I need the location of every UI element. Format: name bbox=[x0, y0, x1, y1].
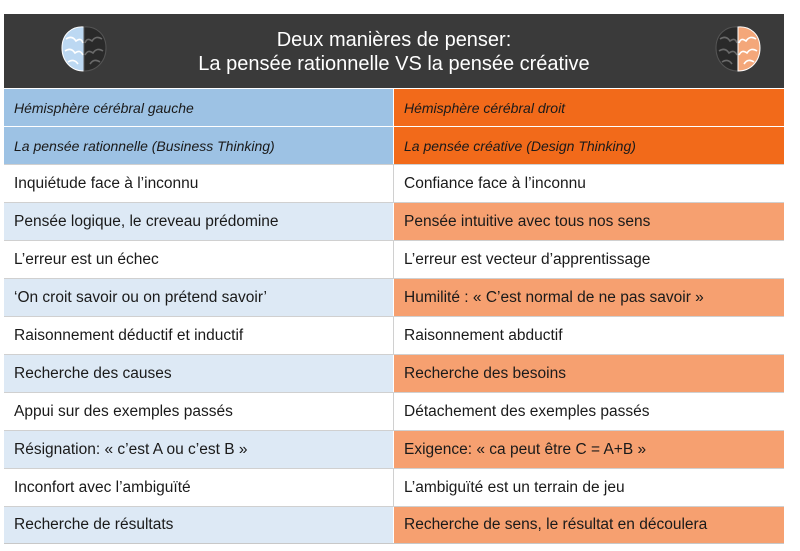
heading-right: La pensée créative (Design Thinking) bbox=[394, 127, 784, 164]
table-row bbox=[4, 278, 784, 316]
heading-left: La pensée rationnelle (Business Thinking) bbox=[4, 127, 394, 164]
table-body bbox=[4, 88, 784, 544]
table-row bbox=[4, 468, 784, 506]
cell-left: Recherche des causes bbox=[4, 355, 394, 392]
brain-left-blue-icon bbox=[56, 21, 112, 77]
cell-right: Recherche de sens, le résultat en découlera bbox=[394, 507, 784, 543]
heading-right: Hémisphère cérébral droit bbox=[394, 89, 784, 126]
cell-right: Recherche des besoins bbox=[394, 355, 784, 392]
title-line-1: Deux manières de penser: bbox=[276, 29, 512, 51]
cell-right: L’ambiguïté est un terrain de jeu bbox=[394, 469, 784, 506]
table-row bbox=[4, 164, 784, 202]
cell-right: Pensée intuitive avec tous nos sens bbox=[394, 203, 784, 240]
table-header bbox=[4, 14, 784, 88]
heading-row bbox=[4, 88, 784, 126]
brain-right-orange-icon bbox=[710, 21, 766, 77]
cell-right: Raisonnement abductif bbox=[394, 317, 784, 354]
table-row bbox=[4, 202, 784, 240]
cell-right: Confiance face à l’inconnu bbox=[394, 165, 784, 202]
cell-left: Inquiétude face à l’inconnu bbox=[4, 165, 394, 202]
cell-left: Recherche de résultats bbox=[4, 507, 394, 543]
table-row bbox=[4, 240, 784, 278]
cell-right: Détachement des exemples passés bbox=[394, 393, 784, 430]
title-line-2: La pensée rationnelle VS la pensée créative bbox=[198, 53, 590, 75]
comparison-table bbox=[4, 14, 784, 545]
cell-left: Raisonnement déductif et inductif bbox=[4, 317, 394, 354]
table-row bbox=[4, 430, 784, 468]
cell-left: Appui sur des exemples passés bbox=[4, 393, 394, 430]
heading-row bbox=[4, 126, 784, 164]
cell-left: Pensée logique, le creveau prédomine bbox=[4, 203, 394, 240]
cell-right: L’erreur est vecteur d’apprentissage bbox=[394, 241, 784, 278]
table-row bbox=[4, 316, 784, 354]
table-row bbox=[4, 392, 784, 430]
cell-right: Humilité : « C’est normal de ne pas savoir » bbox=[394, 279, 784, 316]
heading-left: Hémisphère cérébral gauche bbox=[4, 89, 394, 126]
cell-right: Exigence: « ca peut être C = A+B » bbox=[394, 431, 784, 468]
table-row bbox=[4, 506, 784, 544]
cell-left: ‘On croit savoir ou on prétend savoir’ bbox=[4, 279, 394, 316]
cell-left: Inconfort avec l’ambiguïté bbox=[4, 469, 394, 506]
cell-left: Résignation: « c’est A ou c’est B » bbox=[4, 431, 394, 468]
cell-left: L’erreur est un échec bbox=[4, 241, 394, 278]
table-row bbox=[4, 354, 784, 392]
